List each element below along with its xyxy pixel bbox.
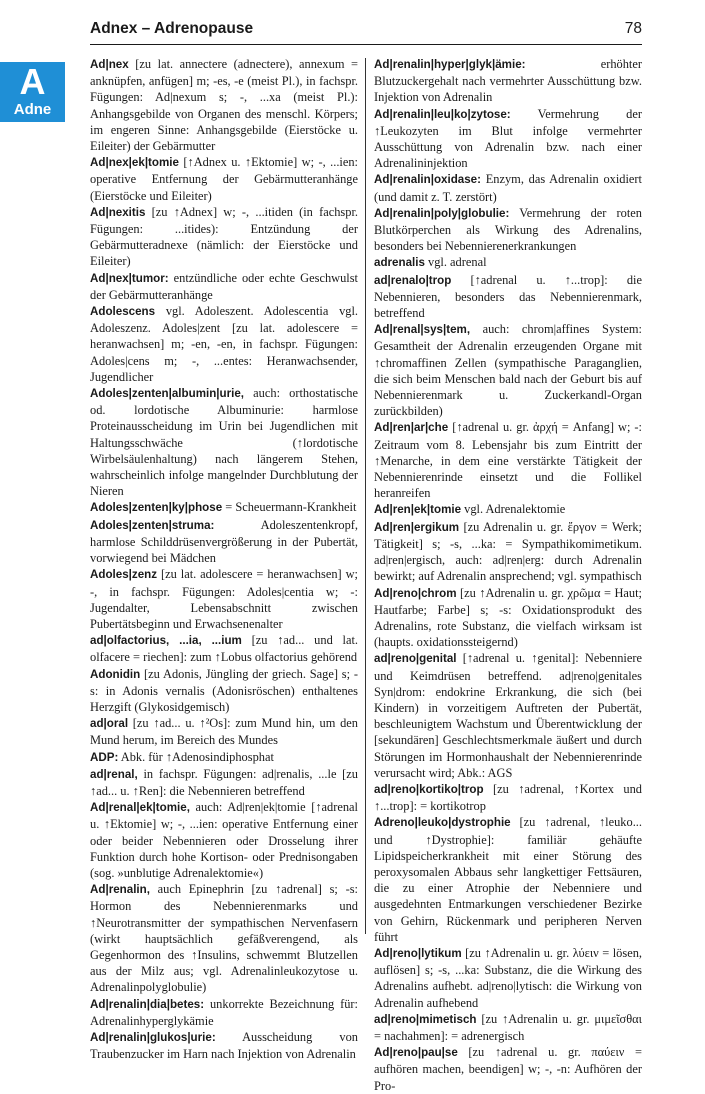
entry-headword: Adolescens	[90, 305, 156, 319]
entry-headword: Adoles|zenten|albumin|urie,	[90, 387, 245, 401]
entry-headword: Ad|renalin|hyper|glyk|ämie:	[374, 58, 526, 71]
entry-definition: [zu Adrenalin u. gr. ἔργον = Werk; Tätigkeit] s; -s, ...ka: = Sympathikomimetikum. ad|ren|ergisch, auch: ad|ren|erg: durch Adrenalin bewirkt; auf Adrenalin ansprechend; vgl. sympathisch	[374, 519, 642, 584]
entry-headword: Ad|reno|chrom	[374, 586, 457, 600]
dictionary-entry	[90, 385, 358, 499]
entry-definition: [↑adrenal u. ↑genital]: Nebenniere und Keimdrüsen betreffend. ad|reno|genitales Syn|drom: endokrine Erkrankung, die sich (bei Kindern) in vorzeitigem Auftreten der Pubertät, beschleunigtem Wachstum und Überentwicklung der [sekundären] Geschlechtsmerkmale äußert und durch Störungen im Hormonhaushalt der Nebennierenrinde verursacht wird; Abk.: AGS	[374, 651, 642, 780]
entry-headword: Ad|nex|ek|tomie	[90, 156, 179, 170]
entry-definition: Vermehrung der roten Blutkörperchen als Wirkung des Adrenalins, besonders bei Nebennierenerkrankungen	[374, 205, 642, 254]
running-head	[90, 20, 642, 42]
dictionary-entry	[374, 321, 642, 419]
entry-definition: [zu lat. adolescere = heranwachsen] w; -, in fachspr. Fügungen: Adoles|centia w; -: Jugendalter, Lebensabschnitt zwischen Pubertätsbeginn und Erwachsenenalter	[90, 567, 358, 631]
entry-headword: ad|renalo|trop	[374, 273, 452, 287]
column-divider	[365, 58, 366, 934]
entry-definition: [zu ↑Adrenalin u. gr. λύειν = lösen, auflösen] s; -s, ...ka: Substanz, die die Wirkung des Adrenalins aufhebt. ad|reno|lytisch: die Wirkung von Adrenalin aufhebend	[374, 945, 642, 1010]
entry-headword: ad|olfactorius, ...ia, ...ium	[90, 634, 242, 648]
running-head-title: Adnex – Adrenopause	[90, 20, 254, 37]
entry-definition: auch: chrom|affines System: Gesamtheit der Adrenalin erzeugenden Organe mit ↑chromaffinen Zellen (sympathische Paraganglien, die sich beim Menschen bald nach der Geburt bis auf Nebennierenmark u. Zuckerkandl-Organ zurückbilden)	[374, 322, 642, 419]
dictionary-entry	[90, 749, 358, 766]
entry-definition: [zu ↑ad... u. ↑²Os]: zum Mund hin, um den Mund herum, im Bereich des Mundes	[90, 716, 358, 748]
entry-definition: vgl. Adoleszent. Adolescentia vgl. Adoleszenz. Adoles|zent [zu lat. adolescere = heranwachsen] m; -en, -en, in fachspr. Fügungen: Adoles|cens m; -, ...entes: Heranwachsender, Jugendlicher	[90, 304, 358, 384]
dictionary-entry	[374, 501, 642, 518]
entry-definition: vgl. adrenal	[424, 255, 487, 270]
dictionary-entry	[374, 519, 642, 585]
dictionary-entry	[374, 56, 642, 106]
entry-headword: Ad|ren|ergikum	[374, 520, 460, 534]
dictionary-entry	[374, 205, 642, 255]
dictionary-entry	[374, 254, 642, 271]
left-column	[90, 56, 358, 1062]
entry-headword: Ad|reno|lytikum	[374, 946, 462, 960]
entry-headword: Ad|renalin,	[90, 883, 150, 897]
entry-definition: [zu ↑adrenal u. gr. παύειν = aufhören machen, beendigen] w; -, -n: Aufhören der Pro-	[374, 1045, 642, 1093]
dictionary-entry	[90, 56, 358, 154]
dictionary-entry	[374, 272, 642, 322]
dictionary-entry	[90, 517, 358, 567]
entry-headword: Ad|nex|tumor:	[90, 271, 169, 285]
entry-headword: ad|reno|genital	[374, 652, 457, 666]
entry-headword: ADP:	[90, 750, 119, 764]
entry-headword: Ad|ren|ek|tomie	[374, 503, 462, 517]
entry-definition: [zu Adonis, Jüngling der griech. Sage] s; -s: in Adonis vernalis (Adonisröschen) enthaltenes Herzgift (Glykosidgemisch)	[90, 666, 358, 714]
header-rule	[90, 44, 642, 45]
dictionary-entry	[90, 799, 358, 881]
dictionary-entry	[90, 566, 358, 632]
dictionary-entry	[90, 154, 358, 204]
entry-headword: Ad|renal|ek|tomie,	[90, 801, 190, 815]
entry-definition: Ausscheidung von Traubenzucker im Harn nach Injektion von Adrenalin	[90, 1029, 358, 1062]
dictionary-entry	[374, 814, 642, 945]
entry-definition: entzündliche oder echte Geschwulst der Gebärmutteranhänge	[90, 270, 358, 302]
entry-definition: [zu lat. annectere (adnectere), annexum = anknüpfen, anfügen] m; -es, -e (meist Pl.), in fachspr. Fügungen: Ad|nexum s; -, ...xa (meist Pl.): Anhangsgebilde von Organen des menschl. Körpers; im engeren Sinne: Anhangsgebilde (Eierstöcke u. Eileiter) der Gebärmutter	[90, 57, 358, 154]
entry-definition: in fachspr. Fügungen: ad|renalis, ...le [zu ↑ad... u. ↑Ren]: die Nebennieren betreffend	[90, 766, 358, 798]
thumb-index-letter: A	[19, 61, 46, 102]
dictionary-entry	[90, 204, 358, 270]
dictionary-entry	[90, 666, 358, 716]
entry-headword: Ad|renalin|glukos|urie:	[90, 1030, 216, 1044]
entry-definition: = Scheuermann-Krankheit	[222, 500, 357, 515]
entry-definition: Adoleszentenkropf, harmlose Schilddrüsenvergrößerung in der Pubertät, vorwiegend bei Mädchen	[90, 517, 358, 566]
dictionary-entry	[90, 270, 358, 303]
entry-headword: Ad|renalin|poly|globulie:	[374, 206, 510, 220]
dictionary-entry	[90, 632, 358, 665]
entry-headword: adrenalis	[374, 256, 425, 270]
thumb-index-word: Adne	[13, 101, 52, 118]
entry-definition: [zu ↑adrenal, ↑Kortex und ↑...trop]: = kortikotrop	[374, 781, 642, 814]
entry-headword: Adonidin	[90, 667, 141, 681]
entry-definition: [↑adrenal u. gr. ἀρχή = Anfang] w; -: Zeitraum vom 8. Lebensjahr bis zum Eintritt der ↑Menarche, in dem eine verstärkte Tätigkeit der Nebennierenrinde einsetzt und die Follikel heranreifen	[374, 420, 642, 501]
dictionary-entry	[90, 715, 358, 748]
entry-definition: Vermehrung der ↑Leukozyten im Blut infolge vermehrter Ausschüttung von Adrenalin bzw. nach einer Adrenalininjektion	[374, 106, 642, 171]
entry-headword: Adoles|zenten|struma:	[90, 518, 215, 532]
entry-definition: erhöhter Blutzuckergehalt nach vermehrter Ausschüttung bzw. Injektion von Adrenalin	[374, 57, 642, 105]
dictionary-entry	[374, 1044, 642, 1094]
dictionary-entry	[374, 106, 642, 172]
entry-headword: Ad|nex	[90, 58, 129, 71]
entry-definition: Abk. für ↑Adenosindiphosphat	[118, 749, 274, 764]
dictionary-entry	[90, 499, 358, 516]
entry-headword: ad|reno|mimetisch	[374, 1012, 477, 1026]
entry-headword: Adoles|zenz	[90, 568, 158, 582]
thumb-index-tab	[0, 62, 65, 122]
entry-definition: vgl. Adrenalektomie	[461, 502, 566, 517]
entry-headword: ad|reno|kortiko|trop	[374, 782, 484, 796]
dictionary-entry	[374, 419, 642, 501]
entry-headword: Ad|renal|sys|tem,	[374, 323, 471, 337]
page-number: 78	[624, 20, 642, 37]
entry-definition: auch: orthostatische od. lordotische Albuminurie: harmlose Proteinausscheidung im Urin bei Jugendlichen mit Haltungsschwäche (↑lordotische Wirbelsäulenhaltung) nach längerem Stehen, wahrscheinlich infolge mangelnder Durchblutung der Nieren	[90, 386, 358, 499]
right-column	[374, 56, 642, 1094]
entry-headword: Ad|renalin|dia|betes:	[90, 997, 205, 1011]
entry-definition: Enzym, das Adrenalin oxidiert (und damit z. T. zerstört)	[374, 172, 642, 204]
entry-definition: unkorrekte Bezeichnung für: Adrenalinhyperglykämie	[90, 996, 358, 1028]
dictionary-entry	[374, 650, 642, 781]
dictionary-entry	[90, 766, 358, 799]
dictionary-entry	[90, 881, 358, 995]
entry-definition: auch: Ad|ren|ek|tomie [↑adrenal u. ↑Ektomie] w; -, ...ien: operative Entfernung einer oder beider Nebennieren oder Drosselung ihrer Funktion durch hohe Kortison- oder Prednisongaben (sog. »unblutige Adrenalektomie«)	[90, 800, 358, 880]
entry-definition: [↑Adnex u. ↑Ektomie] w; -, ...ien: operative Entfernung der Gebärmutteranhänge (Eierstöcke und Eileiter)	[90, 155, 358, 203]
dictionary-entry	[90, 303, 358, 385]
entry-definition: [zu ↑ad... und lat. olfacere = riechen]: zum ↑Lobus olfactorius gehörend	[90, 633, 359, 665]
entry-headword: ad|oral	[90, 717, 129, 731]
entry-headword: Ad|ren|ar|che	[374, 421, 449, 435]
entry-definition: [↑adrenal u. ↑...trop]: die Nebennieren, besonders das Nebennierenmark, betreffend	[374, 272, 642, 321]
dictionary-entry	[374, 781, 642, 814]
entry-definition: [zu ↑adrenal, ↑leuko... und ↑Dystrophie]: familiär gehäufte Lipidspeicherkrankheit mit einer Störung des peroxysomalen Abbaus sehr langkettiger Fettsäuren, die zu einer Atrophie der Nebenniere und ausgedehnten Entmarkungen verschiedener Bezirke von Gehirn, Rückenmark und peripheren Nerven führt	[374, 815, 642, 944]
entry-headword: Adreno|leuko|dystrophie	[374, 816, 511, 830]
entry-headword: Ad|renalin|leu|ko|zytose:	[374, 107, 511, 121]
dictionary-entry	[90, 1029, 358, 1062]
entry-definition: auch Epinephrin [zu ↑adrenal] s; -s: Hormon des Nebennierenmarks und ↑Neurotransmitter der sympathischen Nervenfasern (wirkt hauptsächlich gefäßverengend, als Gegenhormon des ↑Insulins, schwemmt Blutzellen aus der Milz aus; vgl. Adrenalinleukozytose u. Adrenalinpolyglobulie)	[90, 882, 358, 995]
entry-definition: [zu ↑Adrenalin u. gr. μιμεῖσθαι = nachahmen]: = adrenergisch	[374, 1011, 642, 1043]
entry-headword: Ad|renalin|oxidase:	[374, 173, 481, 187]
dictionary-entry	[374, 945, 642, 1011]
entry-headword: Ad|reno|pau|se	[374, 1046, 458, 1060]
entry-definition: [zu ↑Adrenalin u. gr. χρῶμα = Haut; Hautfarbe; Farbe] s; -s: Oxidationsprodukt des Adrenalins, rote Substanz, die vielfach wirksam ist (haupts. oxidationssteigernd)	[374, 585, 642, 650]
entry-headword: ad|renal,	[90, 767, 138, 781]
dictionary-entry	[374, 171, 642, 204]
dictionary-entry	[90, 996, 358, 1029]
dictionary-entry	[374, 1011, 642, 1044]
entry-headword: Ad|nexitis	[90, 205, 146, 219]
dictionary-entry	[374, 585, 642, 651]
entry-definition: [zu ↑Adnex] w; -, ...itiden (in fachspr. Fügungen: ...itides): Entzündung der Gebärmutteradnexe (nämlich: der Eierstöcke und Eileiter)	[90, 204, 358, 269]
entry-headword: Adoles|zenten|ky|phose	[90, 501, 223, 515]
